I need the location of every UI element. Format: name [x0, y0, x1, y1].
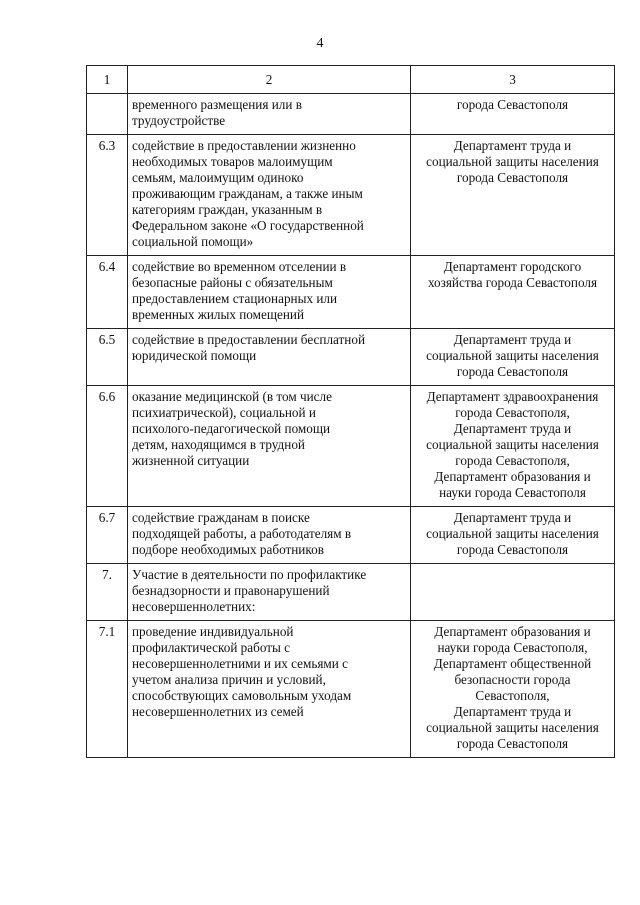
department-line: города Севастополя [456, 170, 569, 185]
header-col-3: 3 [411, 66, 615, 94]
description-line: Федеральном законе «О государственной [132, 218, 364, 233]
table-row [87, 135, 615, 256]
description-line: безнадзорности и правонарушений [132, 583, 330, 598]
department-line: города Севастополя [456, 97, 569, 112]
description-line: оказание медицинской (в том числе [132, 389, 332, 404]
responsible-department [411, 507, 615, 564]
measure-description [128, 329, 411, 386]
department-line: города Севастополя, [455, 453, 570, 468]
row-number [87, 94, 128, 135]
table-row [87, 564, 615, 621]
department-line: социальной защиты населения [426, 348, 599, 363]
description-line: социальной помощи» [132, 234, 254, 249]
department-line: науки города Севастополя, [437, 640, 588, 655]
department-line: хозяйства города Севастополя [427, 275, 598, 290]
description-line: безопасные районы с обязательным [132, 275, 333, 290]
department-line: Севастополя, [475, 688, 550, 703]
department-line: города Севастополя [456, 364, 569, 379]
description-line: Участие в деятельности по профилактике [132, 567, 367, 582]
responsible-department [411, 329, 615, 386]
description-line: психиатрической), социальной и [132, 405, 316, 420]
row-number: 6.6 [87, 386, 128, 507]
description-line: необходимых товаров малоимущим [132, 154, 333, 169]
department-line: Департамент труда и [453, 510, 572, 525]
table-row [87, 256, 615, 329]
description-line: проведение индивидуальной [132, 624, 294, 639]
description-line: несовершеннолетних: [132, 599, 256, 614]
measure-description [128, 386, 411, 507]
department-line: Департамент образования и [434, 624, 591, 639]
description-line: способствующих самовольным уходам [132, 688, 352, 703]
measures-table [86, 65, 615, 758]
description-line: временного размещения или в [132, 97, 302, 112]
description-line: предоставлением стационарных или [132, 291, 338, 306]
department-line: Департамент общественной [433, 656, 592, 671]
table-row [87, 507, 615, 564]
department-line: социальной защиты населения [426, 437, 599, 452]
table-row [87, 621, 615, 758]
description-line: содействие гражданам в поиске [132, 510, 310, 525]
description-line: учетом анализа причин и условий, [132, 672, 326, 687]
department-line: Департамент труда и [453, 138, 572, 153]
department-line: города Севастополя, [455, 405, 570, 420]
description-line: психолого-педагогической помощи [132, 421, 331, 436]
table-row [87, 386, 615, 507]
department-line: социальной защиты населения [426, 526, 599, 541]
description-line: категориям граждан, указанным в [132, 202, 323, 217]
row-number: 6.7 [87, 507, 128, 564]
header-col-1: 1 [87, 66, 128, 94]
description-line: детям, находящимся в трудной [132, 437, 305, 452]
description-line: профилактической работы с [132, 640, 291, 655]
row-number: 7. [87, 564, 128, 621]
department-line: города Севастополя [456, 542, 569, 557]
table-row [87, 329, 615, 386]
description-line: содействие во временном отселении в [132, 259, 347, 274]
row-number: 6.3 [87, 135, 128, 256]
description-line: несовершеннолетними и их семьями с [132, 656, 348, 671]
responsible-department [411, 135, 615, 256]
department-line: социальной защиты населения [426, 720, 599, 735]
row-number: 6.4 [87, 256, 128, 329]
responsible-department [411, 94, 615, 135]
description-line: юридической помощи [132, 348, 257, 363]
responsible-department [411, 564, 615, 621]
description-line: содействие в предоставлении жизненно [132, 138, 356, 153]
description-line: временных жилых помещений [132, 307, 305, 322]
department-line: науки города Севастополя [439, 485, 586, 500]
department-line: Департамент труда и [453, 332, 572, 347]
row-number: 6.5 [87, 329, 128, 386]
row-number: 7.1 [87, 621, 128, 758]
department-line: Департамент здравоохранения [426, 389, 599, 404]
measure-description [128, 507, 411, 564]
measure-description [128, 94, 411, 135]
measure-description [128, 135, 411, 256]
department-line: безопасности города [454, 672, 571, 687]
description-line: семьям, малоимущим одиноко [132, 170, 304, 185]
department-line: Департамент труда и [453, 704, 572, 719]
header-col-2: 2 [128, 66, 411, 94]
department-line: Департамент городского [443, 259, 582, 274]
responsible-department [411, 621, 615, 758]
description-line: подходящей работы, а работодателям в [132, 526, 352, 541]
table-header-row [87, 66, 615, 94]
description-line: трудоустройстве [132, 113, 226, 128]
department-line: Департамент образования и [434, 469, 591, 484]
table-row [87, 94, 615, 135]
description-line: содействие в предоставлении бесплатной [132, 332, 366, 347]
measure-description [128, 256, 411, 329]
description-line: жизненной ситуации [132, 453, 250, 468]
description-line: несовершеннолетних из семей [132, 704, 304, 719]
department-line: социальной защиты населения [426, 154, 599, 169]
measure-description [128, 621, 411, 758]
description-line: подборе необходимых работников [132, 542, 324, 557]
measure-description [128, 564, 411, 621]
description-line: проживающим гражданам, а также иным [132, 186, 363, 201]
department-line: Департамент труда и [453, 421, 572, 436]
department-line: города Севастополя [456, 736, 569, 751]
responsible-department [411, 256, 615, 329]
page-number: 4 [316, 36, 324, 51]
responsible-department [411, 386, 615, 507]
